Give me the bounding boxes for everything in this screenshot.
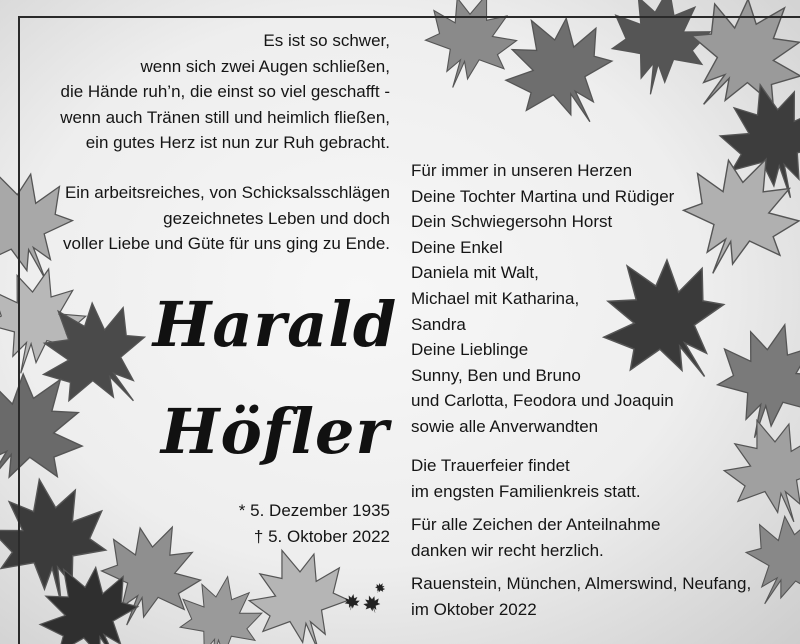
place-line: Rauenstein, München, Almerswind, Neufang, xyxy=(411,574,752,593)
mourner-line: Sandra xyxy=(411,314,466,334)
verse-line: die Hände ruh’n, die einst so viel geschafft - xyxy=(60,82,390,102)
mourner-line: sowie alle Anverwandten xyxy=(411,416,599,436)
mourner-line: Michael mit Katharina, xyxy=(411,288,580,308)
life-dates xyxy=(180,498,390,549)
deceased-last-name: Höfler xyxy=(160,395,390,468)
verse-line: Es ist so schwer, xyxy=(263,31,390,50)
place-and-date xyxy=(411,571,751,622)
mourner-line: Deine Lieblinge xyxy=(411,340,529,360)
life-note xyxy=(40,180,390,257)
life-note-line: gezeichnetes Leben und doch xyxy=(163,208,390,228)
funeral-note-line: im engsten Familienkreis statt. xyxy=(411,481,641,501)
thanks-note xyxy=(411,512,660,563)
mourner-line: Dein Schwiegersohn Horst xyxy=(411,212,613,232)
memorial-verse xyxy=(40,28,390,156)
life-note-line: Ein arbeitsreiches, von Schicksalsschlägen xyxy=(64,183,390,202)
funeral-note-line: Die Trauerfeier findet xyxy=(411,456,570,475)
mourners-list xyxy=(411,158,741,440)
thanks-line: Für alle Zeichen der Anteilnahme xyxy=(411,515,661,534)
mourner-line: Deine Enkel xyxy=(411,237,503,257)
mourner-line: Sunny, Ben und Bruno xyxy=(411,365,581,385)
deceased-first-name: Harald xyxy=(152,288,398,361)
thanks-line: danken wir recht herzlich. xyxy=(411,540,604,560)
verse-line: ein gutes Herz ist nun zur Ruh gebracht. xyxy=(85,133,390,153)
verse-line: wenn auch Tränen still und heimlich fließen, xyxy=(60,107,390,127)
mourner-line: Daniela mit Walt, xyxy=(411,263,539,283)
mourner-line: und Carlotta, Feodora und Joaquin xyxy=(411,391,674,411)
date-line: im Oktober 2022 xyxy=(411,599,537,619)
life-note-line: voller Liebe und Güte für uns ging zu Ende. xyxy=(63,234,390,254)
mourner-line: Für immer in unseren Herzen xyxy=(411,161,633,180)
mourner-line: Deine Tochter Martina und Rüdiger xyxy=(411,186,675,206)
funeral-note xyxy=(411,453,641,504)
birth-date: * 5. Dezember 1935 xyxy=(238,501,390,520)
verse-line: wenn sich zwei Augen schließen, xyxy=(140,56,390,76)
death-date: † 5. Oktober 2022 xyxy=(253,526,390,546)
